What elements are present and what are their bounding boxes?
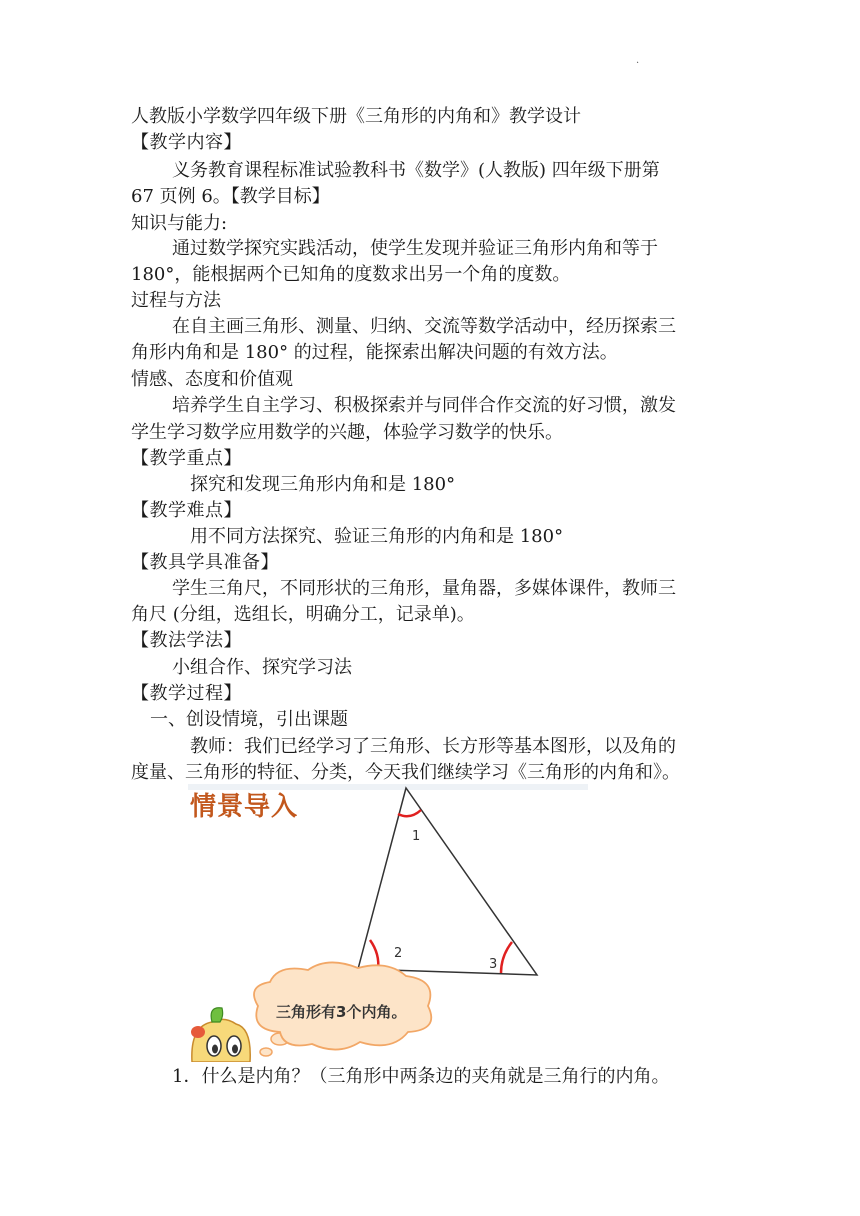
key-point-line: 探究和发现三角形内角和是 180° [190,474,456,495]
angle-1-label: 1 [412,829,421,844]
process-heading: 过程与方法 [131,290,221,311]
page-dot: · [636,58,640,69]
apple-character [191,1008,250,1062]
process-line-2: 角形内角和是 180° 的过程，能探索出解决问题的有效方法。 [131,342,618,363]
question-line: 1．什么是内角？（三角形中两条边的夹角就是三角行的内角。 [172,1066,670,1087]
key-point-heading: 【教学重点】 [131,448,242,469]
difficulty-heading: 【教学难点】 [131,500,242,521]
method-heading: 【教法学法】 [131,630,242,651]
angle-1-arc [398,810,421,816]
emotion-line-1: 培养学生自主学习、积极探索并与同伴合作交流的好习惯，激发 [172,395,676,416]
tools-line-2: 角尺 (分组，选组长，明确分工，记录单)。 [131,604,475,625]
angle-3-arc [501,942,512,973]
knowledge-heading: 知识与能力: [131,213,228,234]
difficulty-line: 用不同方法探究、验证三角形的内角和是 180° [190,526,564,547]
content-line-2: 67 页例 6。【教学目标】 [131,186,330,207]
step-1-heading: 一、创设情境，引出课题 [150,709,348,730]
step-1-line-1: 教师：我们已经学习了三角形、长方形等基本图形，以及角的 [190,736,676,757]
knowledge-line-2: 180°，能根据两个已知角的度数求出另一个角的度数。 [131,264,571,285]
section-heading-content: 【教学内容】 [131,132,242,153]
content-line-1: 义务教育课程标准试验教科书《数学》(人教版) 四年级下册第 [172,160,660,181]
bubble-text: 三角形有3个内角。 [276,1003,407,1021]
process-line-1: 在自主画三角形、测量、归纳、交流等数学活动中，经历探索三 [172,316,676,337]
teaching-process-heading: 【教学过程】 [131,683,242,704]
tools-heading: 【教具学具准备】 [131,552,279,573]
method-line: 小组合作、探究学习法 [172,657,352,678]
angle-2-label: 2 [394,946,403,961]
angle-3-label: 3 [489,957,498,972]
document-title: 人教版小学数学四年级下册《三角形的内角和》教学设计 [131,106,581,127]
triangle-figure [188,784,588,1062]
knowledge-line-1: 通过数学探究实践活动，使学生发现并验证三角形内角和等于 [172,238,658,259]
step-1-line-2: 度量、三角形的特征、分类，今天我们继续学习《三角形的内角和》。 [131,762,680,783]
figure-title: 情景导入 [190,792,299,822]
triangle-shape [358,788,537,975]
emotion-line-2: 学生学习数学应用数学的兴趣，体验学习数学的快乐。 [131,422,563,443]
emotion-heading: 情感、态度和价值观 [131,369,293,390]
tools-line-1: 学生三角尺，不同形状的三角形，量角器，多媒体课件，教师三 [172,578,676,599]
bubble-tail-small [260,1048,272,1056]
